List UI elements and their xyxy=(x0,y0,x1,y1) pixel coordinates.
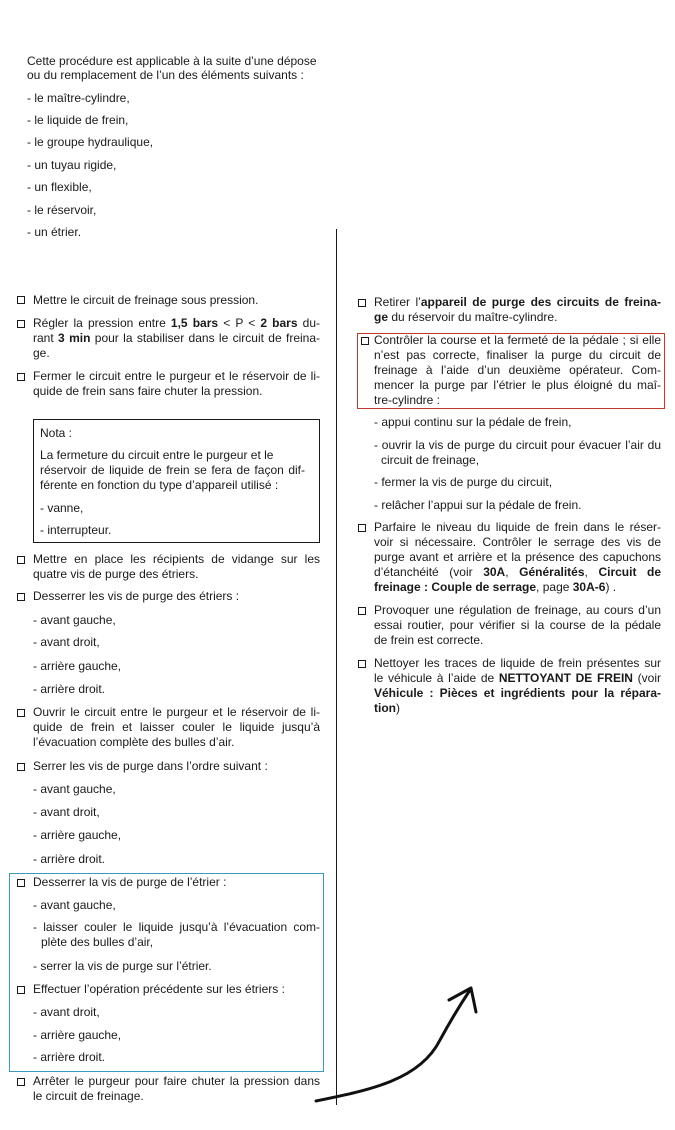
list-item: - arrière droit. xyxy=(33,1050,106,1064)
list-item: - avant gauche, xyxy=(33,613,116,627)
list-item: - avant gauche, xyxy=(33,898,116,912)
step-text: Effectuer l’opération précédente sur les étriers : xyxy=(33,982,285,996)
step-text: tion) xyxy=(374,701,400,715)
list-item: - avant gauche, xyxy=(33,782,116,796)
step-text: mencer la purge par l’étrier le plus éloigné du maî- xyxy=(374,378,661,392)
step-text: ge du réservoir du maître-cylindre. xyxy=(374,310,558,324)
list-item: - ouvrir la vis de purge du circuit pour évacuer l’air du xyxy=(374,438,661,452)
list-item: - interrupteur. xyxy=(40,523,112,537)
step-text: Régler la pression entre 1,5 bars < P < 2 bars du- xyxy=(33,316,321,330)
nota-text: férente en fonction du type d’appareil utilisé : xyxy=(40,478,279,492)
step-text: Provoquer une régulation de freinage, au cours d’un xyxy=(374,603,661,617)
list-item: - appui continu sur la pédale de frein, xyxy=(374,415,572,429)
list-item: - le réservoir, xyxy=(27,203,97,217)
list-item: - le liquide de frein, xyxy=(27,113,129,127)
list-item: - arrière droit. xyxy=(33,682,106,696)
nota-text: La fermeture du circuit entre le purgeur et le xyxy=(40,448,274,462)
list-item: - un tuyau rigide, xyxy=(27,158,117,172)
step-text: rant 3 min pour la stabiliser dans le circuit de freina- xyxy=(33,331,321,345)
step-text: Nettoyer les traces de liquide de frein présentes sur xyxy=(374,656,661,670)
intro-line: ou du remplacement de l’un des éléments suivants : xyxy=(27,68,304,82)
step-text: Véhicule : Pièces et ingrédients pour la répara- xyxy=(374,686,661,700)
step-text: essai routier, pour vérifier si la course de la pédale xyxy=(374,618,661,632)
step-text: Desserrer les vis de purge des étriers : xyxy=(33,589,240,603)
list-item: - avant droit, xyxy=(33,1005,100,1019)
list-item: - avant droit, xyxy=(33,805,100,819)
step-text: Arrêter le purgeur pour faire chuter la pression dans xyxy=(33,1074,320,1088)
intro-line: Cette procédure est applicable à la suite d’une dépose xyxy=(27,54,317,68)
step-text: d’étanchéité (voir 30A, Généralités, Circuit de xyxy=(374,565,662,579)
list-item: plète des bulles d’air, xyxy=(41,935,154,949)
step-text: Retirer l’appareil de purge des circuits de freina- xyxy=(374,295,662,309)
step-text: quide de frein et laisser couler le liquide jusqu’à xyxy=(33,720,320,734)
nota-text: réservoir de liquide de frein se fera de façon dif- xyxy=(40,463,305,477)
list-item: circuit de freinage, xyxy=(381,453,480,467)
step-text: tre-cylindre : xyxy=(374,393,441,407)
list-item: - laisser couler le liquide jusqu’à l’évacuation com- xyxy=(33,920,320,934)
step-text: le véhicule à l’aide de NETTOYANT DE FREIN (voir xyxy=(374,671,661,685)
step-text: voir si nécessaire. Contrôler le serrage des vis de xyxy=(374,535,661,549)
step-text: freinage à l’aide d’un deuxième opérateur. Com- xyxy=(374,363,661,377)
step-text: ge. xyxy=(33,346,50,360)
step-text: n’est pas correcte, finaliser la purge du circuit de xyxy=(374,348,661,362)
list-item: - arrière gauche, xyxy=(33,828,122,842)
step-text: Contrôler la course et la fermeté de la pédale ; si elle xyxy=(374,333,661,347)
list-item: - un étrier. xyxy=(27,225,82,239)
step-text: le circuit de freinage. xyxy=(33,1089,144,1103)
list-item: - un flexible, xyxy=(27,180,92,194)
list-item: - arrière droit. xyxy=(33,852,106,866)
list-item: - serrer la vis de purge sur l’étrier. xyxy=(33,959,212,973)
list-item: - le maître-cylindre, xyxy=(27,91,130,105)
step-text: l’évacuation complète des bulles d’air. xyxy=(33,735,235,749)
list-item: - vanne, xyxy=(40,501,84,515)
list-item: - relâcher l’appui sur la pédale de frein. xyxy=(374,498,582,512)
step-text: purge avant et arrière et la présence des capuchons xyxy=(374,550,661,564)
step-text: Parfaire le niveau du liquide de frein dans le réser- xyxy=(374,520,661,534)
step-text: de frein est correcte. xyxy=(374,633,484,647)
list-item: - arrière gauche, xyxy=(33,1028,122,1042)
step-text: Fermer le circuit entre le purgeur et le réservoir de li- xyxy=(33,369,320,383)
step-text: Mettre le circuit de freinage sous pression. xyxy=(33,293,259,307)
nota-title: Nota : xyxy=(40,426,73,440)
step-text: Desserrer la vis de purge de l’étrier : xyxy=(33,875,227,889)
list-item: - le groupe hydraulique, xyxy=(27,135,154,149)
step-text: quide de frein sans faire chuter la pression. xyxy=(33,384,263,398)
list-item: - arrière gauche, xyxy=(33,659,122,673)
step-text: Ouvrir le circuit entre le purgeur et le réservoir de li- xyxy=(33,705,320,719)
step-text: Serrer les vis de purge dans l’ordre suivant : xyxy=(33,759,268,773)
list-item: - avant droit, xyxy=(33,635,100,649)
step-text: quatre vis de purge des étriers. xyxy=(33,567,199,581)
step-text: Mettre en place les récipients de vidange sur les xyxy=(33,552,320,566)
step-text: freinage : Couple de serrage, page 30A-6) . xyxy=(374,580,617,594)
list-item: - fermer la vis de purge du circuit, xyxy=(374,475,553,489)
